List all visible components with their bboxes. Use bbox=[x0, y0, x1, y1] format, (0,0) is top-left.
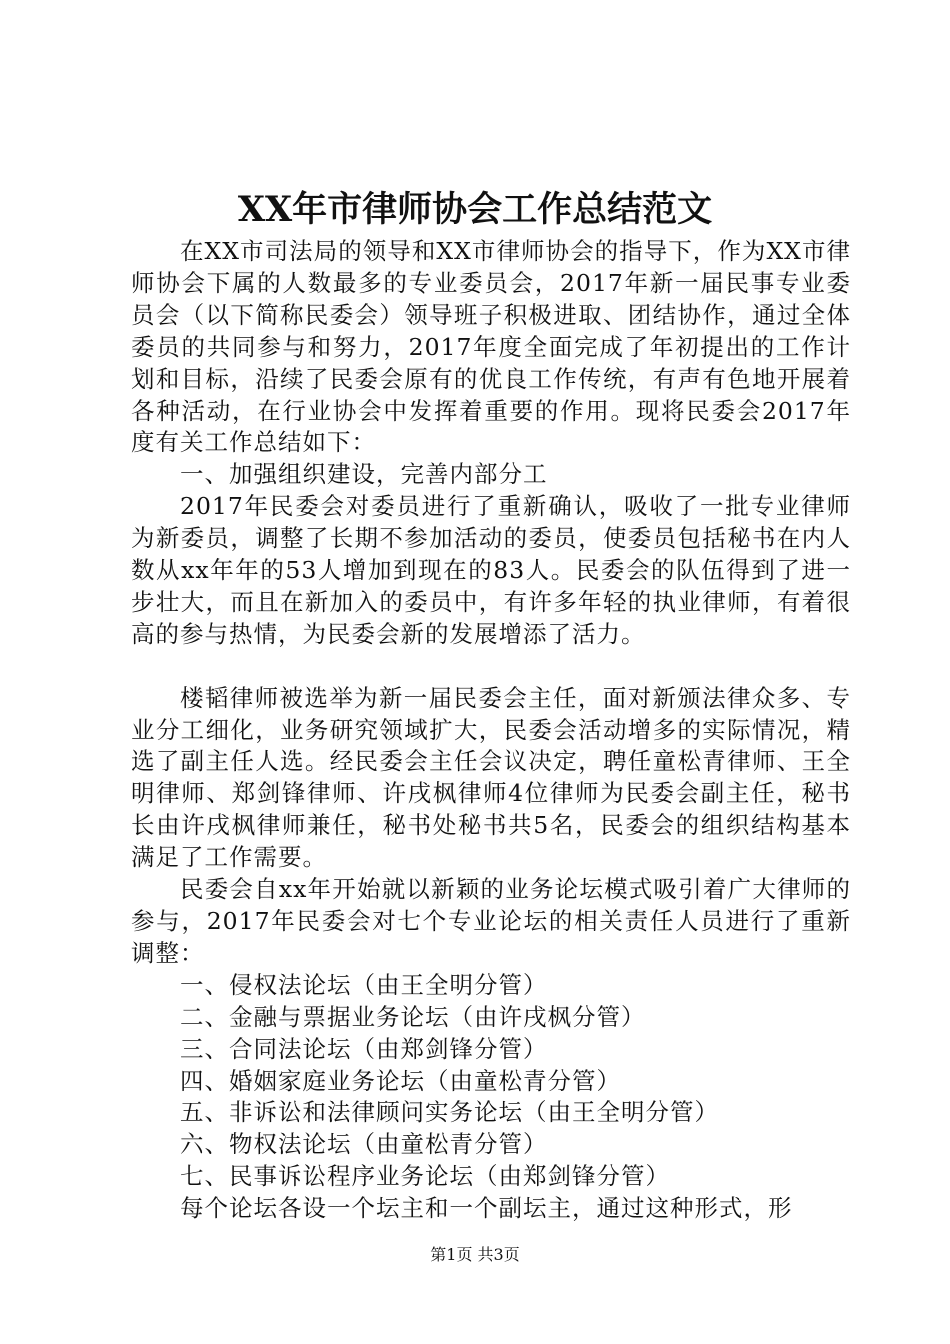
paragraph-forum-structure: 每个论坛各设一个坛主和一个副坛主，通过这种形式，形 bbox=[180, 1194, 793, 1223]
paragraph-forums-intro: 民委会自xx年开始就以新颖的业务论坛模式吸引着广大律师的参与，2017年民委会对七个专业论坛的相关责任人员进行了重新调整： bbox=[131, 875, 851, 967]
forum-item: 四、婚姻家庭业务论坛（由童松青分管） bbox=[180, 1066, 621, 1095]
forum-item: 一、侵权法论坛（由王全明分管） bbox=[180, 970, 548, 999]
forum-item: 六、物权法论坛（由童松青分管） bbox=[180, 1130, 548, 1159]
paragraph-intro: 在XX市司法局的领导和XX市律师协会的指导下，作为XX市律师协会下属的人数最多的专业委员会，2017年新一届民事专业委员会（以下简称民委会）领导班子积极进取、团结协作，通过全体委员的共同参与和努力，2017年度全面完成了年初提出的工作计划和目标，沿续了民委会原有的优良工作传统，有声有色地开展着各种活动，在行业协会中发挥着重要的作用。现将民委会2017年度有关工作总结如下： bbox=[131, 237, 851, 457]
document-body bbox=[131, 236, 851, 1225]
forum-item: 三、合同法论坛（由郑剑锋分管） bbox=[180, 1034, 548, 1063]
document-title: XX年市律师协会工作总结范文 bbox=[237, 189, 713, 230]
forum-item: 五、非诉讼和法律顾问实务论坛（由王全明分管） bbox=[180, 1098, 719, 1127]
forum-item: 七、民事诉讼程序业务论坛（由郑剑锋分管） bbox=[180, 1162, 670, 1191]
paragraph-leadership: 楼韬律师被选举为新一届民委会主任，面对新颁法律众多、专业分工细化，业务研究领域扩大，民委会活动增多的实际情况，精选了副主任人选。经民委会主任会议决定，聘任童松青律师、王全明律师、郑剑锋律师、许戌枫律师4位律师为民委会副主任，秘书长由许戌枫律师兼任，秘书处秘书共5名，民委会的组织结构基本满足了工作需要。 bbox=[131, 683, 851, 872]
forum-item: 二、金融与票据业务论坛（由许戌枫分管） bbox=[180, 1002, 646, 1031]
page-footer: 第1页 共3页 bbox=[430, 1245, 520, 1264]
paragraph-spacer bbox=[131, 651, 851, 683]
paragraph-members: 2017年民委会对委员进行了重新确认，吸收了一批专业律师为新委员，调整了长期不参加活动的委员，使委员包括秘书在内人数从xx年年的53人增加到现在的83人。民委会的队伍得到了进一步壮大，而且在新加入的委员中，有许多年轻的执业律师，有着很高的参与热情，为民委会新的发展增添了活力。 bbox=[131, 492, 851, 648]
section-heading-organization: 一、加强组织建设，完善内部分工 bbox=[180, 460, 548, 489]
